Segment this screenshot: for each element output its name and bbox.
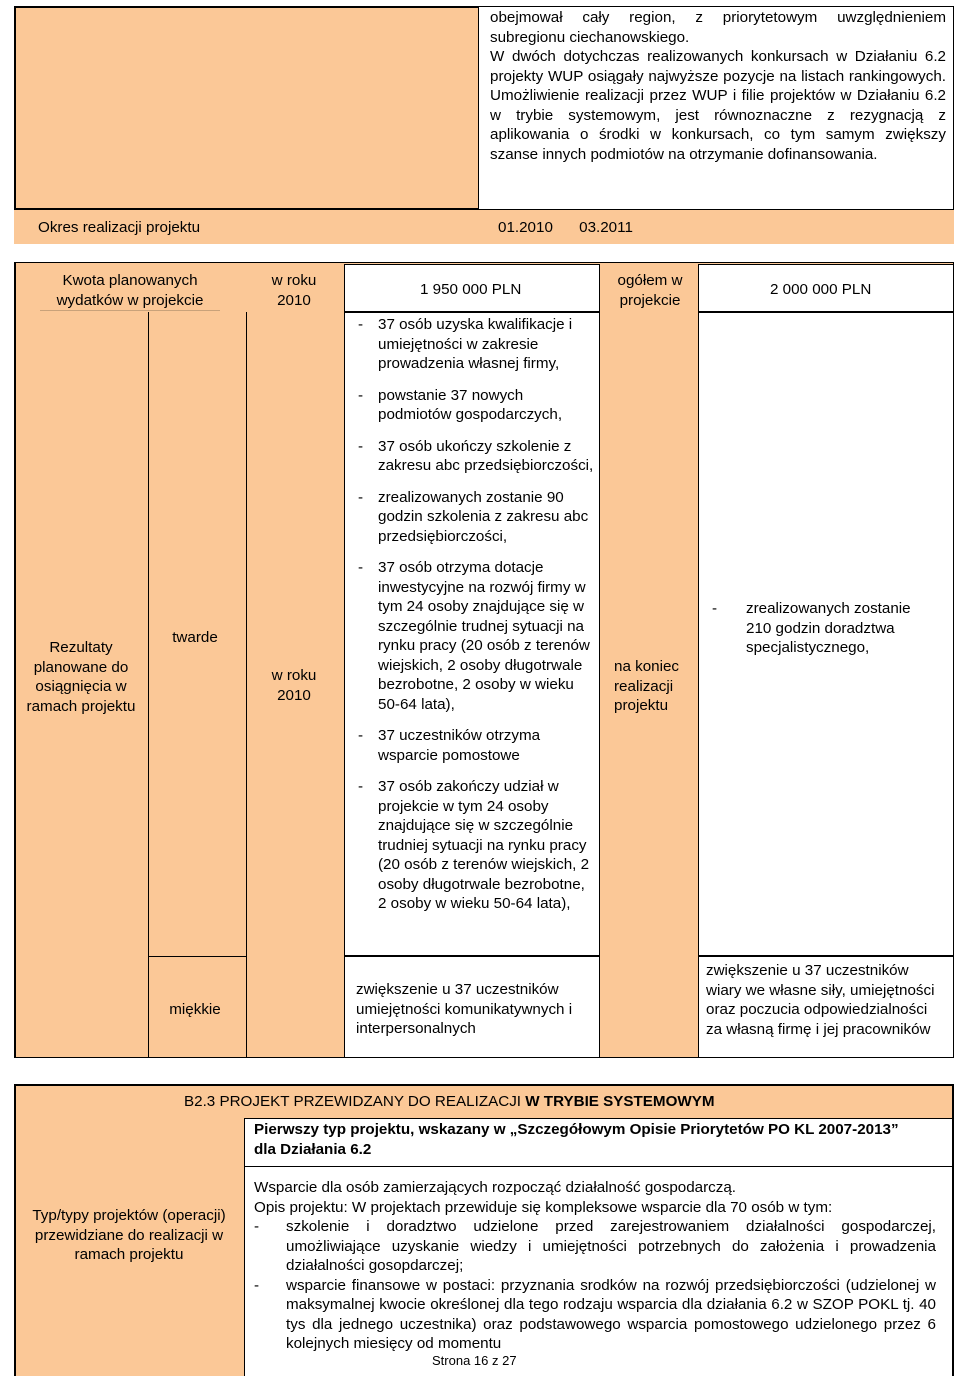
twarde-end-list xyxy=(710,599,940,658)
rezultaty-vline-1 xyxy=(148,312,149,1058)
opis-text: Opis projektu: W projektach przewiduje się kompleksowe wsparcie dla 70 osób w tym: xyxy=(254,1198,833,1216)
b23-heading-part1: B2.3 PROJEKT PRZEWIDZANY DO REALIZACJI xyxy=(184,1093,526,1110)
list-item: - szkolenie i doradztwo udzielone przed zarejestrowaniem działalności gospodarczej, umożliwiające uzyskanie wiedzy i umiejętności potrzebnych do założenia i prowadzenia działalności gosopdarczej; xyxy=(222,1217,936,1276)
list-item: - zrealizowanych zostanie 210 godzin doradztwa specjalistycznego, xyxy=(710,599,940,658)
top-text xyxy=(490,8,946,164)
list-item: - 37 uczestników otrzyma wsparcie pomostowe xyxy=(356,726,596,765)
b23-list xyxy=(222,1217,936,1354)
b23-heading xyxy=(184,1093,715,1110)
kwota-total-value: 2 000 000 PLN xyxy=(770,281,872,298)
kwota-label: Kwota planowanych wydatków w projekcie xyxy=(56,272,204,309)
miekkie-end-text: zwiększenie u 37 uczestników wiary we własne siły, umiejętności oraz poczucia odpowiedzialności za własną firmę i jej pracowników xyxy=(706,962,935,1038)
b23-body xyxy=(254,1178,936,1354)
list-item: - 37 osób ukończy szkolenie z zakresu abc przedsiębiorczości, xyxy=(356,437,596,476)
kwota-label-underline xyxy=(40,310,220,311)
list-item: - 37 osób otrzyma dotacje inwestycyjne na rozwój firmy w tym 24 osoby znajdujące się w szczególnie trudnej sytuacji na rynku pracy (20 osób z terenów wiejskich, 2 osoby długotrwale bezrobotne, 2 osoby w wieku 50-64 lata), xyxy=(356,558,596,714)
list-item: - 37 osób zakończy udział w projekcie w tym 24 osoby znajdujące się w szczególnie trudniej sytuacji na rynku pracy (20 osób z terenów wiejskich, 2 osoby długotrwale bezrobotne, 2 osoby w wieku 50-64 lata), xyxy=(356,777,596,914)
b23-heading-part2: W TRYBIE SYSTEMOWYM xyxy=(525,1093,715,1110)
miekkie-label: miękkie xyxy=(169,1001,221,1018)
rezultaty-vline-2 xyxy=(246,312,247,1058)
twarde-year-list xyxy=(356,315,596,914)
b23-inner-hline xyxy=(244,1166,952,1167)
first-type: Pierwszy typ projektu, wskazany w „Szczegółowym Opisie Priorytetów PO KL 2007-2013” dla Działania 6.2 xyxy=(254,1121,899,1158)
list-item: - 37 osób uzyska kwalifikacje i umiejętności w zakresie prowadzenia własnej firmy, xyxy=(356,315,596,374)
twarde-end-list-wrap xyxy=(710,599,940,670)
kwota-total-label: ogółem w projekcie xyxy=(617,272,683,309)
typ-label: Typ/typy projektów (operacji) przewidziane do realizacji w ramach projektu xyxy=(32,1207,226,1263)
rezultaty-end-label: na koniec realizacji projektu xyxy=(614,658,680,714)
list-item: - powstanie 37 nowych podmiotów gospodarczych, xyxy=(356,386,596,425)
top-paragraph-1: obejmował cały region, z priorytetowym uwzględnieniem subregionu ciechanowskiego. xyxy=(490,9,946,46)
top-left-cell xyxy=(14,6,480,210)
twarde-label: twarde xyxy=(172,629,218,646)
wsparcie-text: Wsparcie dla osób zamierzających rozpocząć działalność gospodarczą. xyxy=(254,1179,737,1196)
kwota-year-label: w roku 2010 xyxy=(271,272,317,309)
rezultaty-label: Rezultaty planowane do osiągnięcia w ramach projektu xyxy=(26,639,136,715)
miekkie-year-text: zwiększenie u 37 uczestników umiejętności komunikatywnych i interpersonalnych xyxy=(356,981,573,1037)
twarde-year-list-wrap xyxy=(356,315,596,926)
rezultaty-year-label: w roku 2010 xyxy=(271,667,317,704)
page-number: Strona 16 z 27 xyxy=(432,1353,517,1368)
okres-value: 01.2010 03.2011 xyxy=(498,219,633,236)
list-item: - zrealizowanych zostanie 90 godzin szkolenia z zakresu abc przedsiębiorczości, xyxy=(356,488,596,547)
okres-label: Okres realizacji projektu xyxy=(38,219,201,236)
kwota-year-value: 1 950 000 PLN xyxy=(420,281,522,298)
first-type-text xyxy=(254,1120,922,1159)
list-item: - wsparcie finansowe w postaci: przyznania srodków na rozwój przedsiębiorczości (udzielonej w maksymalnej kwocie określonej dla tego rodzaju wsparcia dla działania 6.2 w SZOP POKL tj. 40 tys dla jednego uczestnika) oraz podstawowego wsparcia pomostowego udzielonego przez 6 kolejnych miesięcy od momentu xyxy=(222,1276,936,1354)
rezultaty-hline xyxy=(148,956,246,957)
top-paragraph-2: W dwóch dotychczas realizowanych konkursach w Działaniu 6.2 projekty WUP osiągały najwyższe pozycje na listach rankingowych. Umożliwienie realizacji przez WUP i filie projektów w Działaniu 6.2 w trybie systemowym, jest równoznaczne z rezygnacją z aplikowania o środki w konkursach, co tym samym zwiększy szanse innych podmiotów na otrzymanie dofinansowania. xyxy=(490,48,946,163)
